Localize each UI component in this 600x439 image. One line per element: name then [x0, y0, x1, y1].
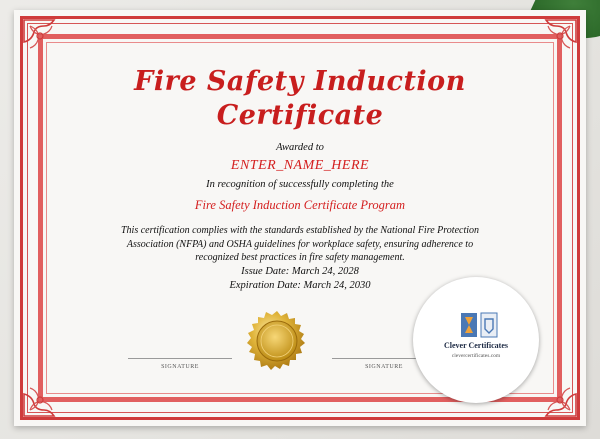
compliance-line-1: This certification complies with the standards established by the National Fire Protection — [120, 225, 480, 236]
signature-label-left: SIGNATURE — [161, 364, 199, 370]
recipient-name: ENTER_NAME_HERE — [230, 158, 370, 173]
awarded-to-label: Awarded to — [276, 142, 324, 153]
corner-ornament-top-left — [20, 16, 72, 68]
certificate-title-line1: Fire Safety Induction — [134, 66, 466, 97]
signature-label-right: SIGNATURE — [365, 364, 403, 370]
certificate-title-line2: Certificate — [216, 100, 384, 131]
badge-url: clevercertificates.com — [451, 353, 501, 359]
program-name: Fire Safety Induction Certificate Program — [194, 198, 406, 212]
clever-certificates-badge — [413, 277, 539, 403]
corner-ornament-bottom-right — [528, 368, 580, 420]
compliance-statement — [96, 224, 504, 265]
gold-seal-icon — [246, 310, 308, 372]
recognition-text: In recognition of successfully completing the — [206, 179, 394, 190]
clever-certificates-logo-icon — [459, 311, 499, 339]
signature-line-left — [128, 358, 232, 359]
corner-ornament-top-right — [528, 16, 580, 68]
compliance-line-2: Association (NFPA) and OSHA guidelines for workplace safety, ensuring adherence to — [126, 238, 474, 250]
expiration-date: Expiration Date: March 24, 2030 — [229, 280, 371, 291]
corner-ornament-bottom-left — [20, 368, 72, 420]
badge-brand-name: Clever Certificates — [443, 341, 509, 350]
issue-date: Issue Date: March 24, 2028 — [241, 266, 359, 277]
compliance-line-3: recognized best practices in fire safety management. — [195, 252, 405, 263]
